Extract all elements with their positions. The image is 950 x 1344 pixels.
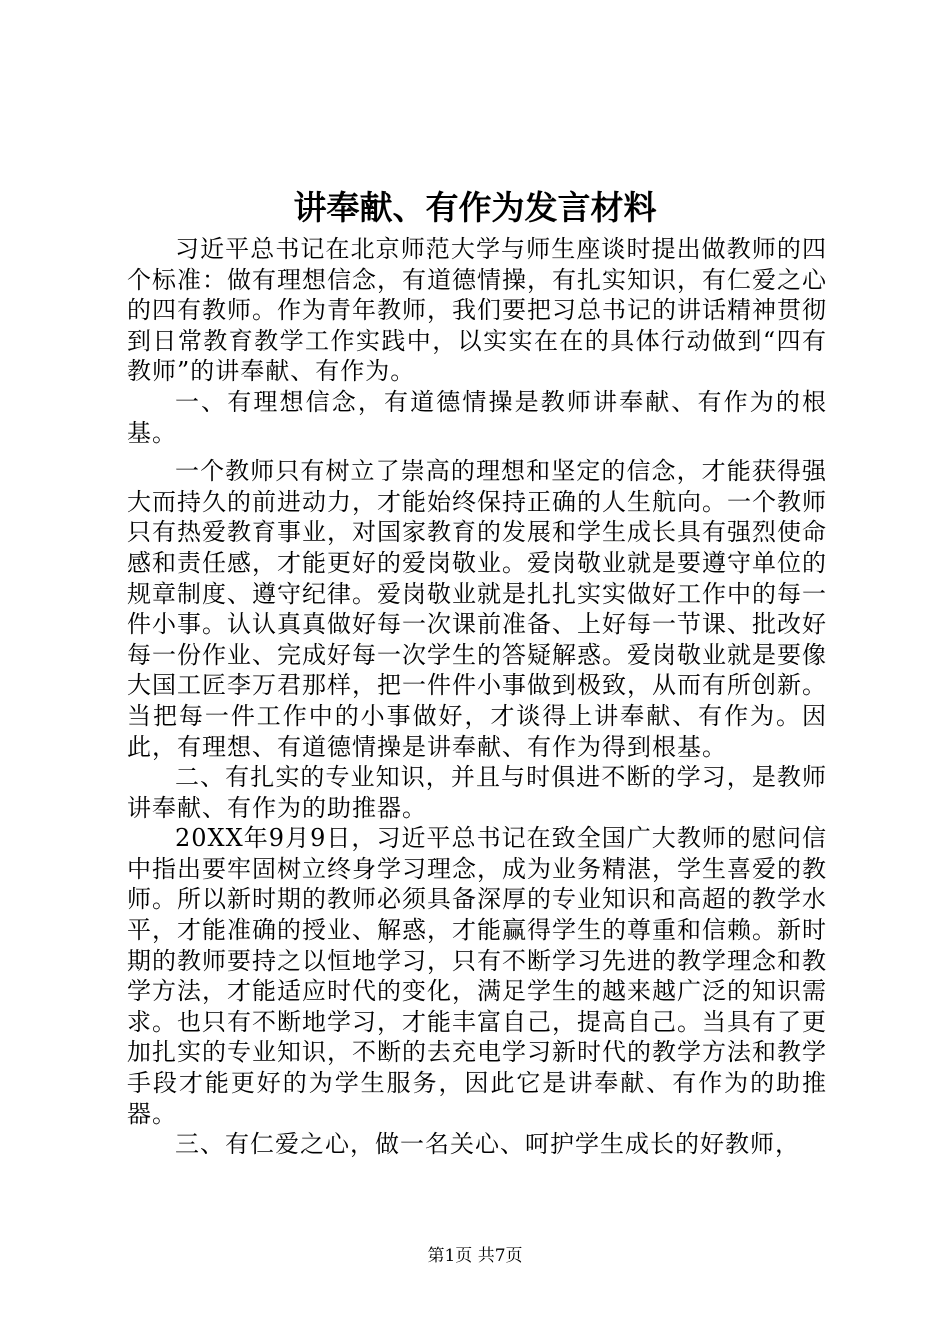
- page-footer: 第1页 共7页: [427, 1246, 523, 1266]
- section-heading-3: 三、有仁爱之心，做一名关心、呵护学生成长的好教师，: [175, 1130, 800, 1159]
- paragraph-intro: 习近平总书记在北京师范大学与师生座谈时提出做教师的四个标准：做有理想信念，有道德情操，有扎实知识，有仁爱之心的四有教师。作为青年教师，我们要把习总书记的讲话精神贯彻到日常教育教学工作实践中，以实实在在的具体行动做到“四有教师”的讲奉献、有作为。: [127, 235, 827, 386]
- document-title: 讲奉献、有作为发言材料: [293, 188, 657, 227]
- paragraph-section-2: 20XX年9月9日，习近平总书记在致全国广大教师的慰问信中指出要牢固树立终身学习理念，成为业务精湛，学生喜爱的教师。所以新时期的教师必须具备深厚的专业知识和高超的教学水平，才能准确的授业、解惑，才能赢得学生的尊重和信赖。新时期的教师要持之以恒地学习，只有不断学习先进的教学理念和教学方法，才能适应时代的变化，满足学生的越来越广泛的知识需求。也只有不断地学习，才能丰富自己，提高自己。当具有了更加扎实的专业知识，不断的去充电学习新时代的教学方法和教学手段才能更好的为学生服务，因此它是讲奉献、有作为的助推器。: [127, 824, 827, 1128]
- section-heading-2: 二、有扎实的专业知识，并且与时俱进不断的学习，是教师讲奉献、有作为的助推器。: [127, 763, 827, 822]
- section-heading-1: 一、有理想信念，有道德情操是教师讲奉献、有作为的根基。: [127, 387, 827, 447]
- document-body: [127, 234, 827, 1160]
- paragraph-section-1: 一个教师只有树立了崇高的理想和坚定的信念，才能获得强大而持久的前进动力，才能始终保持正确的人生航向。一个教师只有热爱教育事业，对国家教育的发展和学生成长具有强烈使命感和责任感，才能更好的爱岗敬业。爱岗敬业就是要遵守单位的规章制度、遵守纪律。爱岗敬业就是扎扎实实做好工作中的每一件小事。认认真真做好每一次课前准备、上好每一节课、批改好每一份作业、完成好每一次学生的答疑解惑。爱岗敬业就是要像大国工匠李万君那样，把一件件小事做到极致，从而有所创新。当把每一件工作中的小事做好，才谈得上讲奉献、有作为。因此，有理想、有道德情操是讲奉献、有作为得到根基。: [127, 457, 827, 761]
